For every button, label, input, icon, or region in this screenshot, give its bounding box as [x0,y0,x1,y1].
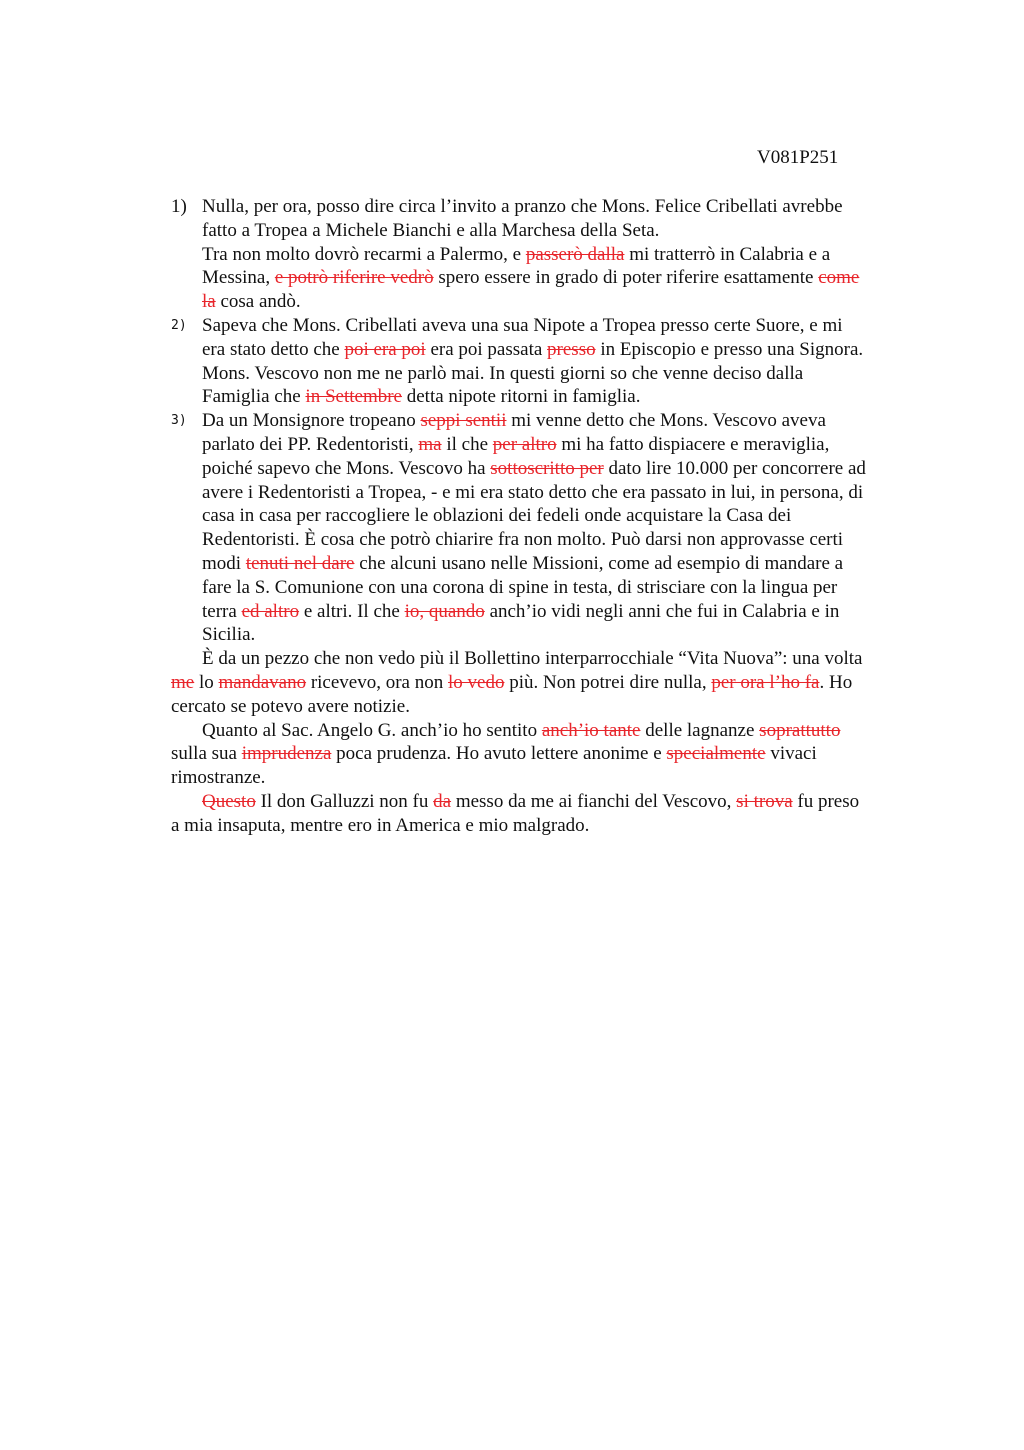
numbered-item [171,195,931,314]
text-segment: . Ho [819,671,853,693]
deleted-text: tenuti nel dare [245,552,355,574]
paragraph [171,790,931,838]
deleted-text: poi era poi [344,338,426,360]
text-segment: spero essere in grado di poter riferire esattamente [433,267,819,289]
numbered-item [171,409,931,647]
text-segment: Redentoristi. È cosa che potrò chiarire fra non molto. Può darsi non approvasse certi [202,529,844,551]
text-segment: e altri. Il che [299,600,405,622]
text-line [202,409,931,433]
deleted-text: passerò dalla [525,243,625,265]
text-segment: Sapeva che Mons. Cribellati aveva una sua Nipote a Tropea presso certe Suore, e mi [202,314,843,336]
text-segment: ricevevo, ora non [306,671,448,693]
deleted-text: ma [418,433,442,455]
text-segment: È da un pezzo che non vedo più il Bollettino interparrocchiale “Vita Nuova”: una volta [202,648,863,670]
paragraph [171,647,931,718]
text-line [202,504,931,528]
item-number: 1) [171,196,187,217]
text-line [171,671,931,695]
deleted-text: si trova [736,790,793,812]
text-segment: messo da me ai fianchi del Vescovo, [451,790,737,812]
deleted-text: anch’io tante [541,719,641,741]
text-segment: casa in casa per raccogliere le oblazioni dei fedeli onde acquistare la Casa dei [202,505,792,527]
deleted-text: da [433,790,452,812]
text-segment: terra [202,600,242,622]
document-body [171,195,931,838]
text-line [202,552,931,576]
text-line [202,219,931,243]
text-segment: Mons. Vescovo non me ne parlò mai. In questi giorni so che venne deciso dalla [202,362,804,384]
deleted-text: in Settembre [305,386,402,408]
text-segment: a mia insaputa, mentre ero in America e mio malgrado. [171,814,590,836]
text-segment: cercato se potevo avere notizie. [171,695,410,717]
text-segment: vivaci [765,743,817,765]
text-line [202,338,931,362]
text-segment: il che [441,433,493,455]
text-segment: fatto a Tropea a Michele Bianchi e alla Marchesa della Seta. [202,219,660,241]
text-segment: lo [194,671,219,693]
text-segment: modi [202,552,246,574]
deleted-text: imprudenza [241,743,332,765]
text-segment: che alcuni usano nelle Missioni, come ad esempio di mandare a [354,552,844,574]
deleted-text: mandavano [218,671,307,693]
text-segment: era stato detto che [202,338,345,360]
text-segment: rimostranze. [171,767,266,789]
deleted-text: per ora l’ho fa [711,671,820,693]
text-line [202,481,931,505]
text-segment: in Episcopio e presso una Signora. [595,338,864,360]
text-segment: Nulla, per ora, posso dire circa l’invito a pranzo che Mons. Felice Cribellati avrebbe [202,196,843,217]
item-number: 2) [171,317,187,333]
deleted-text: Questo [202,790,256,812]
text-segment: cosa andò. [215,291,301,313]
text-segment: anch’io vidi negli anni che fui in Calabria e in [484,600,840,622]
text-segment: mi tratterrò in Calabria e a [624,243,831,265]
text-line [202,576,931,600]
text-segment: Tra non molto dovrò recarmi a Palermo, e [202,243,526,265]
text-segment: fare la S. Comunione con una corona di spine in testa, di strisciare con la lingua per [202,576,838,598]
deleted-text: la [202,291,216,313]
deleted-text: per altro [492,433,557,455]
deleted-text: io, quando [404,600,485,622]
deleted-text: specialmente [666,743,766,765]
text-line [171,695,931,719]
text-segment: fu preso [792,790,860,812]
text-line [202,457,931,481]
text-segment: parlato dei PP. Redentoristi, [202,433,419,455]
deleted-text: seppi sentii [420,410,507,432]
text-segment: più. Non potrei dire nulla, [504,671,712,693]
text-segment: delle lagnanze [640,719,760,741]
deleted-text: soprattutto [759,719,841,741]
text-segment: era poi passata [425,338,548,360]
text-segment: Messina, [202,267,275,289]
text-segment: Famiglia che [202,386,306,408]
text-line [171,790,931,814]
text-segment: Sicilia. [202,624,256,646]
text-line [171,766,931,790]
text-line [171,742,931,766]
text-segment: dato lire 10.000 per concorrere ad [603,457,866,479]
item-number: 3) [171,413,187,429]
text-segment: poca prudenza. Ho avuto lettere anonime e [331,743,667,765]
text-segment: poiché sapevo che Mons. Vescovo ha [202,457,491,479]
deleted-text: e potrò riferire vedrò [274,267,434,289]
deleted-text: lo vedo [448,671,505,693]
text-line [202,362,931,386]
text-line [202,623,931,647]
text-segment: Quanto al Sac. Angelo G. anch’io ho sentito [202,719,542,741]
text-line [202,600,931,624]
paragraph [171,719,931,790]
text-line [202,266,931,290]
text-line [202,528,931,552]
text-segment: mi venne detto che Mons. Vescovo aveva [506,410,826,432]
deleted-text: ed altro [241,600,300,622]
text-line [171,814,931,838]
text-line [202,195,931,219]
deleted-text: sottoscritto per [490,457,604,479]
deleted-text: come [818,267,860,289]
text-segment: Da un Monsignore tropeano [202,410,421,432]
text-line [202,433,931,457]
numbered-item [171,314,931,409]
document-id: V081P251 [757,147,839,168]
text-line [202,314,931,338]
text-segment: avere i Redentoristi a Tropea, - e mi era stato detto che era passato in lui, in persona, di [202,481,864,503]
text-line [171,719,931,743]
text-line [202,290,931,314]
deleted-text: presso [547,338,596,360]
text-line [202,385,931,409]
text-segment: Il don Galluzzi non fu [255,790,434,812]
deleted-text: me [171,671,195,693]
text-segment: detta nipote ritorni in famiglia. [401,386,641,408]
text-segment: mi ha fatto dispiacere e meraviglia, [556,433,830,455]
text-segment: sulla sua [171,743,242,765]
text-line [171,647,931,671]
text-line [202,243,931,267]
